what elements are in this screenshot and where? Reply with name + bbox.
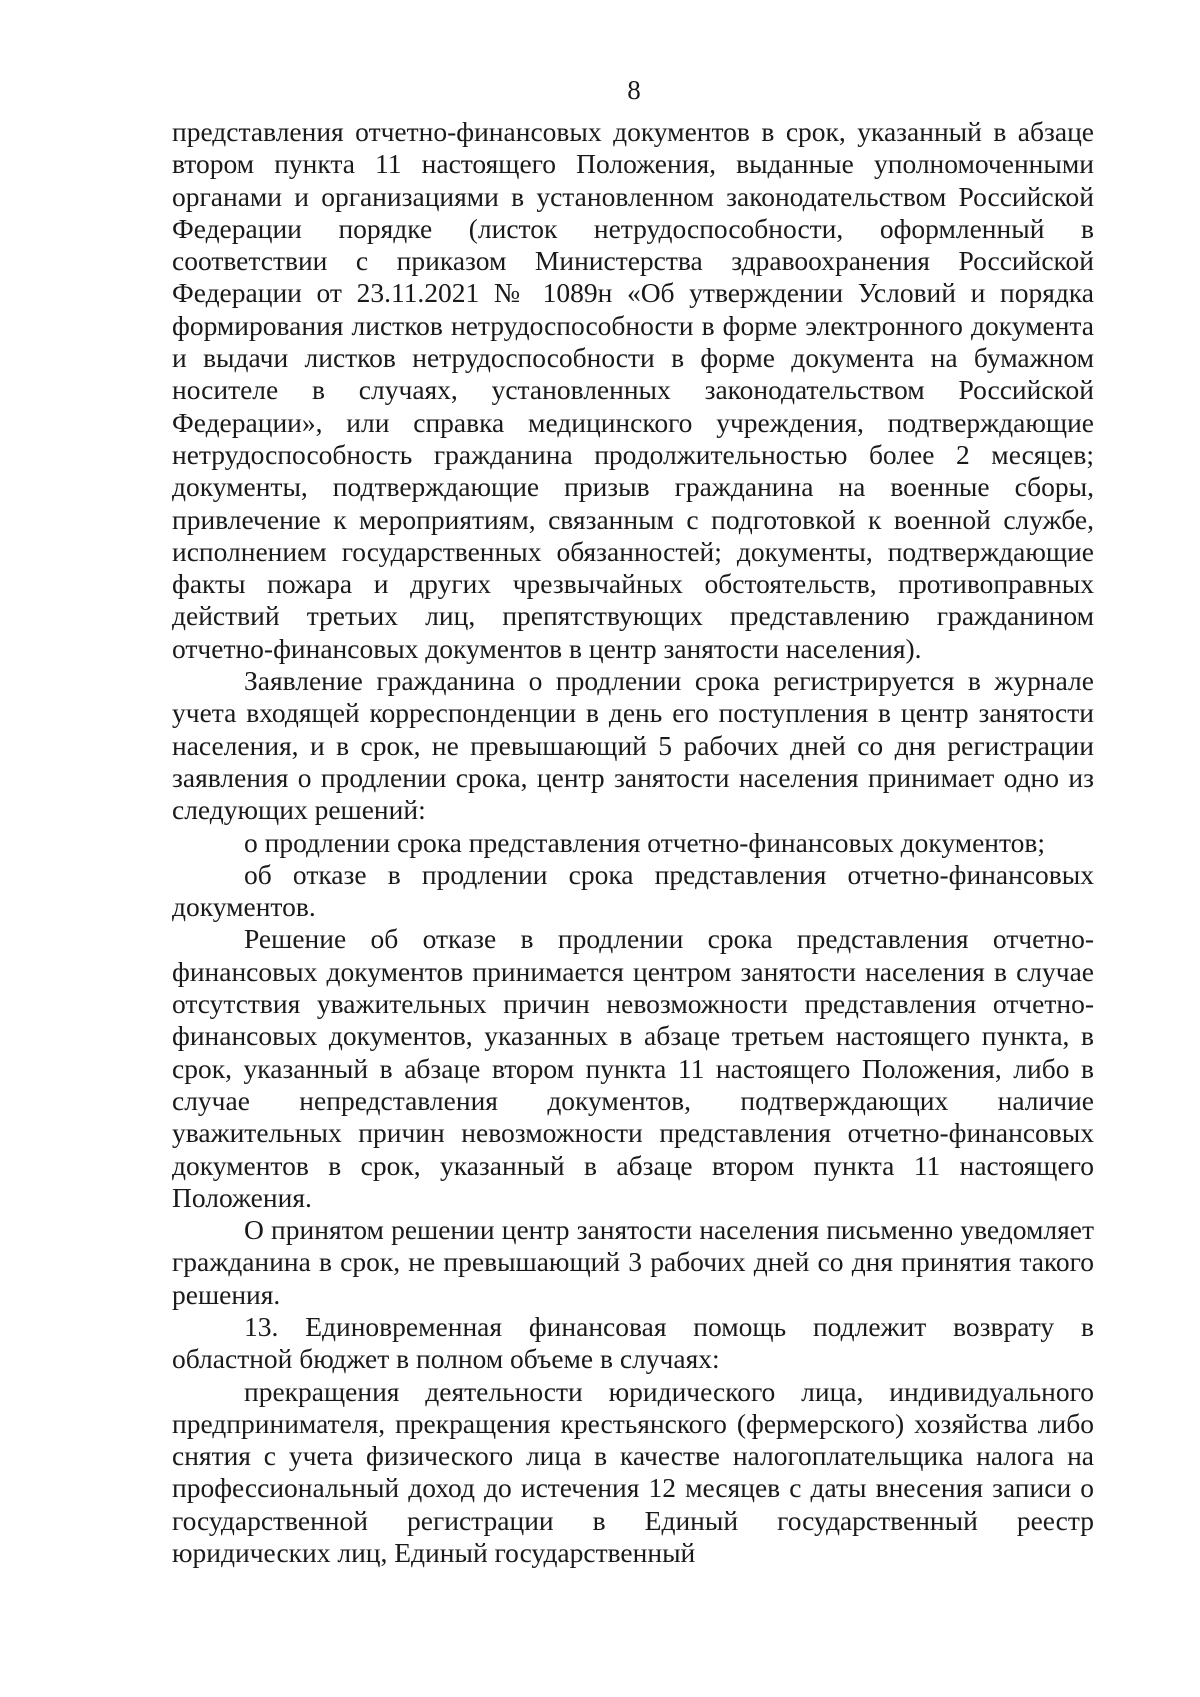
- paragraph-supporting-documents: представления отчетно-финансовых документов в срок, указанный в абзаце втором пункта 11 настоящего Положения, выданные уполномоченными органами и организациями в установленном законодательством Российской Федерации порядке (листок нетрудоспособности, оформленный в соответствии с приказом Министерства здравоохранения Российской Федерации от 23.11.2021 № 1089н «Об утверждении Условий и порядка формирования листков нетрудоспособности в форме электронного документа и выдачи листков нетрудоспособности в форме документа на бумажном носителе в случаях, установленных законодательством Российской Федерации», или справка медицинского учреждения, подтверждающие нетрудоспособность гражданина продолжительностью более 2 месяцев; документы, подтверждающие призыв гражданина на военные сборы, привлечение к мероприятиям, связанным с подготовкой к военной службе, исполнением государственных обязанностей; документы, подтверждающие факты пожара и других чрезвычайных обстоятельств, противоправных действий третьих лиц, препятствующих представлению гражданином отчетно-финансовых документов в центр занятости населения).: [172, 116, 1094, 664]
- paragraph-decision-extend: о продлении срока представления отчетно-финансовых документов;: [244, 826, 1046, 858]
- paragraph-notification: О принятом решении центр занятости населения письменно уведомляет гражданина в срок, не превышающий 3 рабочих дней со дня принятия такого решения.: [172, 1214, 1094, 1310]
- paragraph-application-registration: Заявление гражданина о продлении срока регистрируется в журнале учета входящей корреспонденции в день его поступления в центр занятости населения, и в срок, не превышающий 5 рабочих дней со дня регистрации заявления о продлении срока, центр занятости населения принимает одно из следующих решений:: [172, 665, 1094, 826]
- document-body: [172, 116, 1094, 1569]
- paragraph-section-13: 13. Единовременная финансовая помощь подлежит возврату в областной бюджет в полном объеме в случаях:: [172, 1310, 1094, 1375]
- page-number: 8: [627, 75, 641, 105]
- paragraph-refusal-grounds: Решение об отказе в продлении срока представления отчетно-финансовых документов принимается центром занятости населения в случае отсутствия уважительных причин невозможности представления отчетно-финансовых документов, указанных в абзаце третьем настоящего пункта, в срок, указанный в абзаце втором пункта 11 настоящего Положения, либо в случае непредставления документов, подтверждающих наличие уважительных причин невозможности представления отчетно-финансовых документов в срок, указанный в абзаце втором пункта 11 настоящего Положения.: [172, 923, 1094, 1213]
- paragraph-termination-cases: прекращения деятельности юридического лица, индивидуального предпринимателя, прекращения крестьянского (фермерского) хозяйства либо снятия с учета физического лица в качестве налогоплательщика налога на профессиональный доход до истечения 12 месяцев с даты внесения записи о государственной регистрации в Единый государственный реестр юридических лиц, Единый государственный: [172, 1375, 1094, 1569]
- paragraph-decision-refuse: об отказе в продлении срока представления отчетно-финансовых документов.: [172, 858, 1094, 923]
